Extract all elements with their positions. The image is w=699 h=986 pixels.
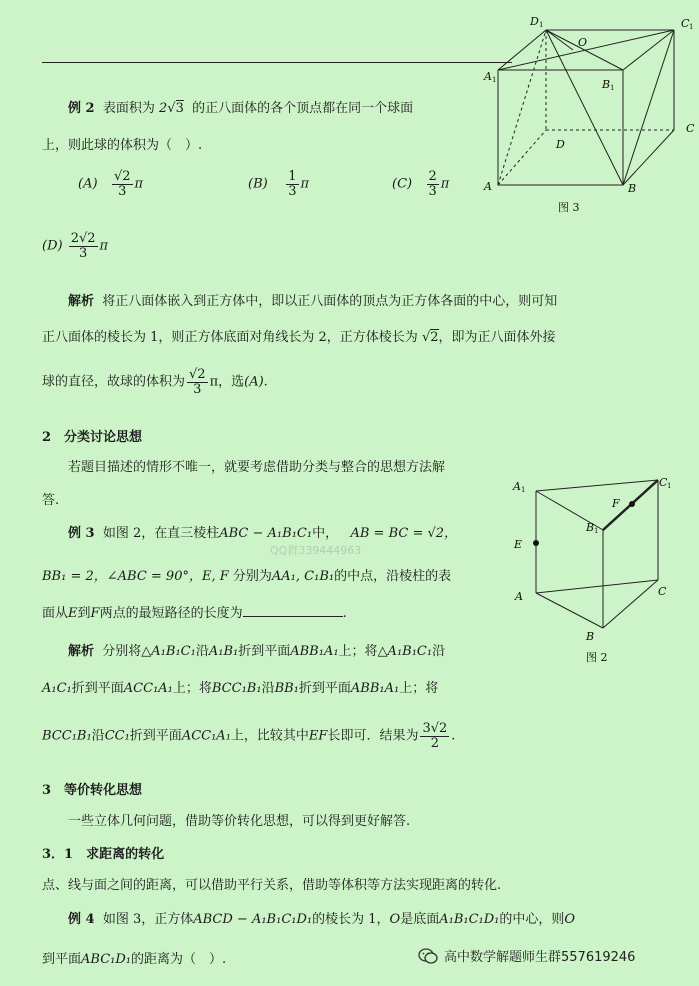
example3-E: E [68,606,78,621]
fig2-label-A: A [515,590,523,603]
a3-3d: 长即可．结果为 [327,728,419,744]
option-D-num: 2√2 [70,231,96,246]
fig3-label-O: O [578,36,588,49]
a3-period: . [451,728,456,744]
ex4-plane: ABC₁D₁ [81,952,131,967]
fig3-label-D: D [556,138,565,151]
a3-2b: 上；将 [172,681,212,696]
a3-1d: 上；将 [338,644,378,659]
a3-den: 2 [430,735,439,751]
analysis2-num: √2 [189,367,206,382]
a3-3c: 上，比较其中 [230,728,309,744]
analysis2-line3 [42,368,268,396]
fig2-label-C1: C [659,476,668,489]
example3-text3e: 两点的最短路径的长度为 [99,606,243,621]
example2-text1: 表面积为 [102,101,155,116]
example2-line1 [68,97,413,116]
a3-e1: A₁B₁ [208,644,239,659]
fig2-label-C: C [658,585,667,598]
option-A-den: 3 [118,183,127,199]
a3-e5: EF [308,728,328,744]
analysis3-line1 [68,640,445,659]
fig2-label-E: E [514,538,523,551]
example3-text2a: BB₁ = 2，∠ABC = 90°，E, F [42,569,229,584]
ex4-2a: 到平面 [42,952,82,967]
example4-line1 [68,908,575,927]
a3-p3: ABB₁A₁ [350,681,400,696]
option-A-num: √2 [113,169,131,184]
fig3-label-C1: C [681,17,690,30]
example3-line2 [42,565,451,584]
option-C-den: 3 [428,183,437,199]
fig3-sub-A1: 1 [492,76,497,84]
a3-2e: 上；将 [399,681,439,696]
fig2-caption: 图 2 [586,651,608,664]
fig3-caption: 图 3 [558,201,580,214]
ex4-2b: 的距离为（ ）. [131,952,227,967]
option-D-frac [69,232,98,260]
example2-coef: 2 [159,101,168,116]
analysis2-period: . [263,374,268,390]
fig3-sub-D1: 1 [539,21,544,29]
example3-text3f: . [342,606,347,621]
analysis2-den: 3 [193,381,202,397]
fig2-label-A1: A [513,480,521,493]
a3-t1: △A₁B₁C₁ [141,644,196,659]
option-B-label: (B) [248,176,268,192]
a3-1b: 沿 [195,644,209,659]
example4-line2 [42,948,226,967]
option-D-label: (D) [42,238,63,254]
analysis2-text2a: 正八面体的棱长为 1，则正方体底面对角线长为 2，正方体棱长为 [42,330,418,345]
analysis2-line2 [42,326,556,345]
a3-t2: △A₁B₁C₁ [377,644,433,659]
section2-title: 2 分类讨论思想 [42,430,143,445]
a3-1c: 折到平面 [238,644,291,659]
a3-2c: 沿 [261,681,275,696]
analysis2-rad: 2 [430,330,439,345]
example3-text3a: 面从 [42,606,69,621]
example3-text3c: 到 [77,606,91,621]
a3-p4: ACC₁A₁ [181,728,231,744]
analysis3-label: 解析 [68,644,95,659]
answer-blank[interactable] [243,604,343,617]
analysis2-text2b: ，即为正八面体外接 [438,330,556,345]
example2-text2: 的正八面体的各个顶点都在同一个球面 [192,101,414,116]
example3-text1b: 中， [312,526,339,541]
example3-cond1: AB = BC = √2， [350,526,458,541]
figure-3-cube [478,8,699,218]
a3-e2: A₁C₁ [42,681,72,696]
section3-para: 一些立体几何问题，借助等价转化思想，可以得到更好解答. [68,814,411,829]
example3-label: 例 3 [68,526,95,541]
example2-label: 例 2 [68,101,95,116]
a3-1e: 沿 [432,644,446,659]
example3-text2d: 的中点，沿棱柱的表 [334,569,452,584]
ex4-cube: ABCD − A₁B₁C₁D₁ [193,912,313,927]
option-D-tail: π [99,238,109,254]
option-D-den: 3 [78,245,88,261]
fig2-point-E [533,540,539,546]
analysis2-answer: (A) [244,374,264,390]
section3-title: 3 等价转化思想 [42,783,143,798]
option-C-tail: π [440,176,450,192]
header-rule [42,62,512,63]
a3-2a: 折到平面 [71,681,124,696]
example3-text1a: 如图 2，在直三棱柱 [102,526,220,541]
option-C [392,170,449,198]
section2-para2: 答. [42,493,60,508]
fig3-label-B: B [628,182,637,195]
a3-q2: BCC₁B₁ [42,728,92,744]
fig3-label-D1: D [530,15,539,28]
a3-num: 3√2 [422,721,448,736]
a3-p1: ABB₁A₁ [290,644,339,659]
option-C-label: (C) [392,176,413,192]
analysis2-frac [187,368,208,396]
section31-title: 3．1 求距离的转化 [42,847,165,862]
a3-p2: ACC₁A₁ [123,681,173,696]
a3-3a: 沿 [91,728,105,744]
fig2-label-B1: B [586,521,595,534]
example3-F: F [90,606,100,621]
ex4-o: O [389,912,401,927]
example3-prism: ABC − A₁B₁C₁ [219,526,313,541]
ex4-1b: 的棱长为 1， [312,912,390,927]
example4-label: 例 4 [68,912,95,927]
option-B-frac [286,170,298,198]
a3-e4: CC₁ [104,728,130,744]
ex4-1d: 的中心，则 [499,912,565,927]
fig3-label-C: C [686,122,695,135]
analysis2-sqrt-sign: √ [421,330,431,345]
a3-2d: 折到平面 [298,681,351,696]
example3-line1 [68,522,457,541]
fig3-label-A1: A [484,70,492,83]
fig3-label-B1: B [602,78,611,91]
analysis3-line2 [42,677,438,696]
option-B-tail: π [300,176,310,192]
section2-para1: 若题目描述的情形不唯一，就要考虑借助分类与整合的思想方法解 [68,460,446,475]
option-B-den: 3 [288,183,297,199]
analysis2-text1: 将正八面体嵌入到正方体中，即以正八面体的顶点为正方体各面的中心，则可知 [102,294,558,309]
a3-e3: BB₁ [274,681,299,696]
option-A-tail: π [134,176,144,192]
footer-watermark [418,946,635,965]
option-B-num: 1 [288,169,297,184]
analysis2-text3b: π，选 [209,374,245,390]
analysis3-line3 [42,722,455,750]
example3-text2c: AA₁, C₁B₁ [271,569,335,584]
fig3-sub-C1: 1 [689,23,694,31]
option-A [78,170,143,198]
footer-text: 高中数学解题师生群557619246 [444,950,636,965]
analysis2-text3a: 球的直径，故球的体积为 [42,374,186,390]
ex4-face: A₁B₁C₁D₁ [439,912,500,927]
fig2-sub-A1: 1 [521,486,526,494]
fig3-label-A: A [484,180,492,193]
fig2-sub-B1: 1 [594,527,599,535]
example2-rad: 3 [175,101,184,116]
section31-para: 点、线与面之间的距离，可以借助平行关系，借助等体积等方法实现距离的转化. [42,878,502,893]
analysis2-line1 [68,290,557,309]
example3-line3 [42,602,347,621]
figure-2-prism [508,470,693,670]
ex4-1c: 是底面 [400,912,440,927]
watermark-qq: QQ群339444963 [270,544,362,557]
fig2-sub-C1: 1 [667,482,672,490]
option-C-frac [427,170,439,198]
a3-3b: 折到平面 [129,728,182,744]
example2-line2: 上，则此球的体积为（ ）. [42,138,203,153]
fig2-label-B: B [586,630,595,643]
example2-sqrt-sign: √ [167,101,176,116]
fig2-point-F [629,501,635,507]
wechat-icon [418,947,438,965]
analysis2-label: 解析 [68,294,95,309]
fig3-sub-B1: 1 [610,84,615,92]
option-D [42,232,108,260]
a3-1a: 分别将 [102,644,142,659]
ex4-o2: O [564,912,576,927]
option-A-label: (A) [78,176,98,192]
a3-q1: BCC₁B₁ [211,681,262,696]
ex4-1a: 如图 3，正方体 [102,912,194,927]
option-C-num: 2 [428,169,437,184]
example3-text2b: 分别为 [232,569,272,584]
a3-frac [420,722,449,750]
option-A-frac [112,170,133,198]
option-B [248,170,309,198]
fig2-label-F: F [612,497,620,510]
